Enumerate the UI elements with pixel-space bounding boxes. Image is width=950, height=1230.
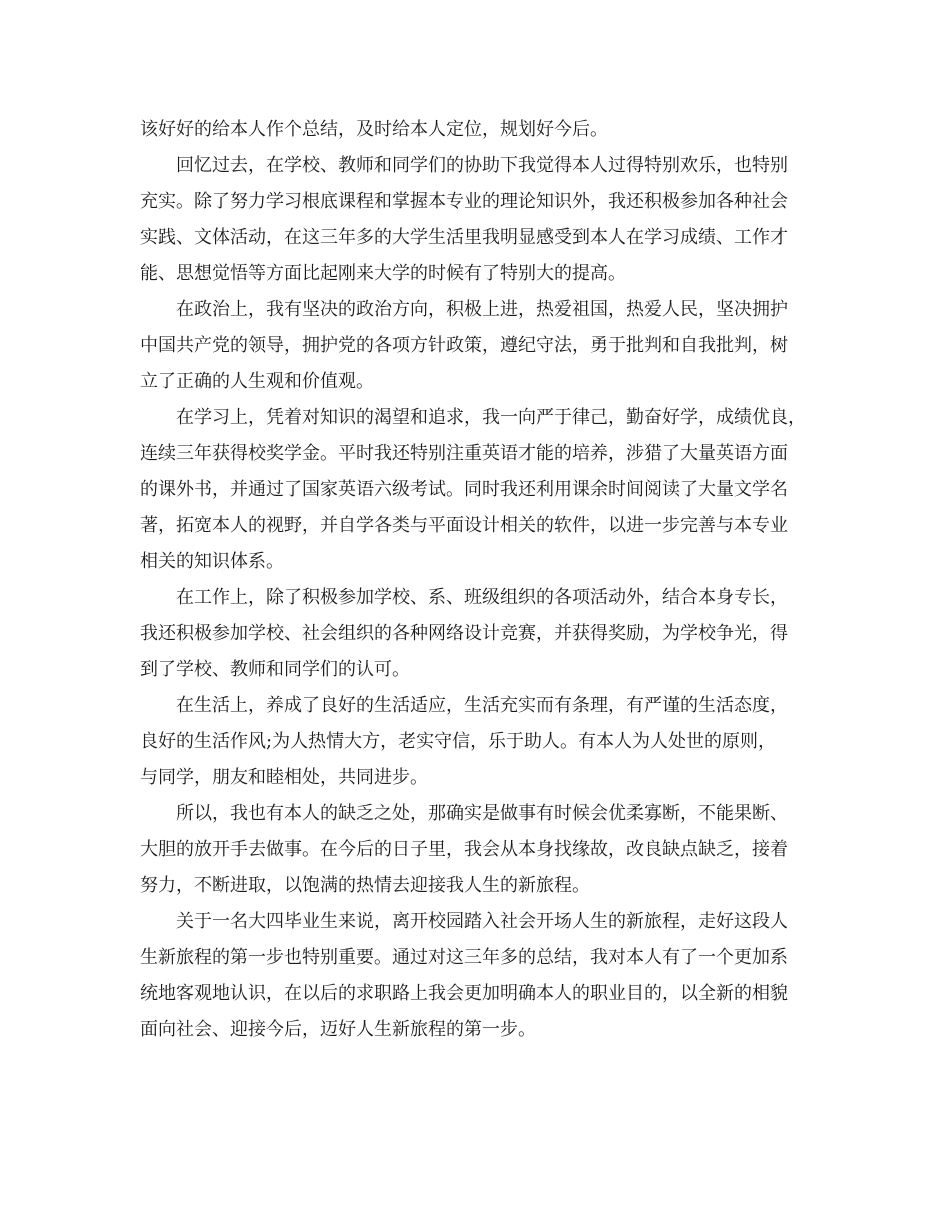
text-line: 在工作上，除了积极参加学校、系、班级组织的各项活动外，结合本身专长， xyxy=(176,587,788,608)
text-line: 面向社会、迎接今后，迈好人生新旅程的第一步。 xyxy=(140,1019,536,1040)
text-line: 实践、文体活动，在这三年多的大学生活里我明显感受到本人在学习成绩、工作才 xyxy=(140,227,788,248)
text-line: 在学习上，凭着对知识的渴望和追求，我一向严于律己，勤奋好学，成绩优良， xyxy=(176,407,806,428)
text-line: 良好的生活作风;为人热情大方，老实守信，乐于助人。有本人为人处世的原则， xyxy=(140,731,777,752)
text-line: 在政治上，我有坚决的政治方向，积极上进，热爱祖国，热爱人民，坚决拥护 xyxy=(176,299,788,320)
text-line: 回忆过去，在学校、教师和同学们的协助下我觉得本人过得特别欢乐，也特别 xyxy=(176,155,788,176)
text-line: 与同学，朋友和睦相处，共同进步。 xyxy=(140,767,428,788)
text-line: 立了正确的人生观和价值观。 xyxy=(140,371,374,392)
text-line: 生新旅程的第一步也特别重要。通过对这三年多的总结，我对本人有了一个更加系 xyxy=(140,947,788,968)
text-line: 在生活上，养成了良好的生活适应，生活充实而有条理，有严谨的生活态度， xyxy=(176,695,788,716)
text-line: 关于一名大四毕业生来说，离开校园踏入社会开场人生的新旅程，走好这段人 xyxy=(176,911,788,932)
text-line: 大胆的放开手去做事。在今后的日子里，我会从本身找缘故，改良缺点缺乏，接着 xyxy=(140,839,788,860)
text-line: 相关的知识体系。 xyxy=(140,551,284,572)
document-body xyxy=(140,112,820,1048)
text-line: 充实。除了努力学习根底课程和掌握本专业的理论知识外，我还积极参加各种社会 xyxy=(140,191,788,212)
text-line: 著，拓宽本人的视野，并自学各类与平面设计相关的软件，以进一步完善与本专业 xyxy=(140,515,788,536)
text-line: 统地客观地认识，在以后的求职路上我会更加明确本人的职业目的，以全新的相貌 xyxy=(140,983,788,1004)
text-line: 我还积极参加学校、社会组织的各种网络设计竞赛，并获得奖励，为学校争光，得 xyxy=(140,623,788,644)
text-line: 连续三年获得校奖学金。平时我还特别注重英语才能的培养，涉猎了大量英语方面 xyxy=(140,443,788,464)
text-line: 该好好的给本人作个总结，及时给本人定位，规划好今后。 xyxy=(140,119,608,140)
text-line: 努力，不断进取，以饱满的热情去迎接我人生的新旅程。 xyxy=(140,875,590,896)
text-line: 所以，我也有本人的缺乏之处，那确实是做事有时候会优柔寡断，不能果断、 xyxy=(176,803,788,824)
text-line: 到了学校、教师和同学们的认可。 xyxy=(140,659,410,680)
text-line: 能、思想觉悟等方面比起刚来大学的时候有了特别大的提高。 xyxy=(140,263,626,284)
text-line: 的课外书，并通过了国家英语六级考试。同时我还利用课余时间阅读了大量文学名 xyxy=(140,479,788,500)
text-line: 中国共产党的领导，拥护党的各项方针政策，遵纪守法，勇于批判和自我批判，树 xyxy=(140,335,788,356)
